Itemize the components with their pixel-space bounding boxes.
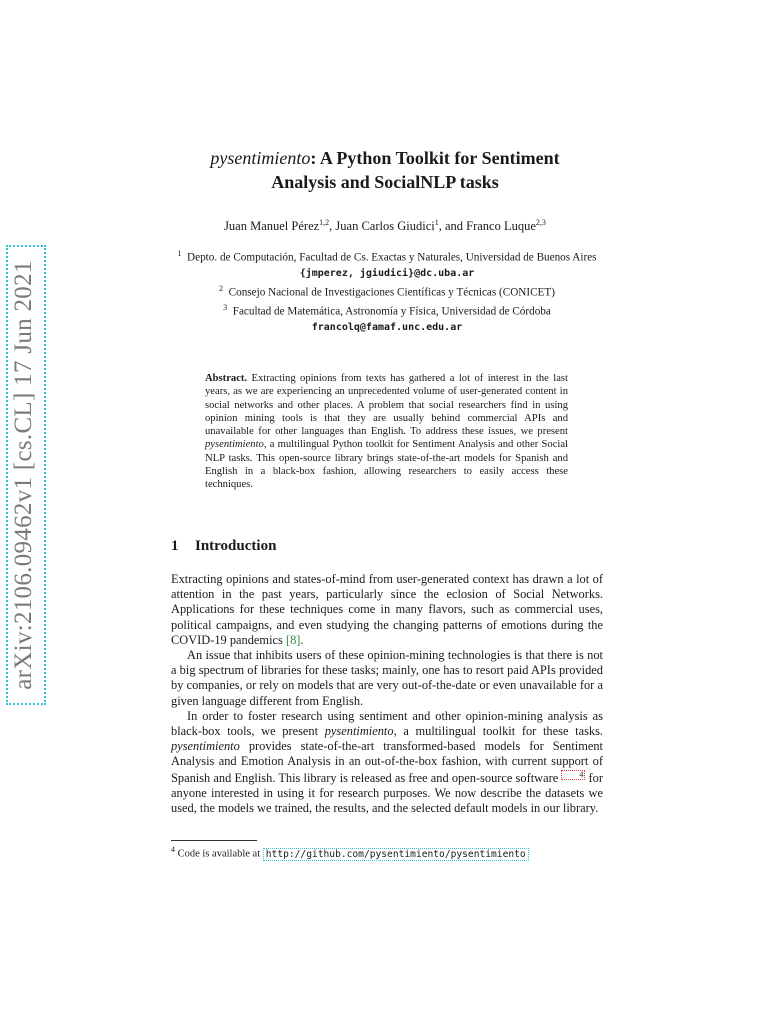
paragraph-3-part-a: In order to foster research using sentiment and other opinion-mining analysis as black-box tools, we present [171, 708, 603, 739]
paragraph-3-package-1: pysentimiento [324, 724, 394, 739]
paragraph-3-part-c: provides state-of-the-art transformed-based models for Sentiment Analysis and Emotion Analysis in an out-of-the-box fashion, with current support of Spanish and English. This library is released as free and open-source software [171, 739, 603, 785]
footnote-text: Code is available at [175, 848, 263, 860]
affiliation-1-email: {jmperez, jgiudici}@dc.uba.ar [299, 267, 475, 279]
paragraph-3-package-2: pysentimiento [171, 739, 240, 754]
citation-link[interactable]: 8 [290, 632, 297, 647]
affiliation-1-num: 1 [177, 249, 182, 258]
abstract-text-2: , a multilingual Python toolkit for Sentiment Analysis and other Social NLP tasks. This open-source library brings state-of-the-art models for Spanish and English in a black-box fashion, allowing researchers to easily access these techniques. [205, 439, 568, 491]
author-3: , and Franco Luque [438, 219, 536, 234]
footnote-number: 4 [171, 845, 175, 854]
affiliation-2-num: 2 [219, 283, 224, 293]
affiliation-2 [172, 281, 602, 301]
section-title: Introduction [195, 538, 277, 554]
author-2: , Juan Carlos Giudici [329, 219, 435, 234]
affiliation-3 [172, 300, 602, 320]
paragraph-1 [171, 572, 603, 648]
author-2-sup: 1 [434, 218, 439, 227]
abstract-package-name: pysentimiento [205, 439, 264, 451]
paragraph-3 [171, 709, 603, 817]
section-heading-introduction [171, 538, 276, 555]
author-1: Juan Manuel Pérez [224, 219, 320, 234]
section-number: 1 [171, 538, 179, 554]
abstract [205, 372, 568, 492]
author-list [150, 218, 620, 234]
citation-bracket-open: [ [285, 632, 291, 647]
affiliation-3-email: francolq@famaf.unc.edu.ar [311, 322, 463, 334]
paragraph-2: An issue that inhibits users of these opinion-mining technologies is that there is not a big spectrum of libraries for these tasks; mainly, one has to resort paid APIs provided by companies, or rely on models that are very out-of-the-date or even unavailable for a given language different from English. [171, 648, 603, 708]
footnote-rule [171, 840, 257, 841]
author-1-sup: 1,2 [319, 218, 330, 227]
title-line2: Analysis and SocialNLP tasks [271, 172, 499, 192]
arxiv-id-text: arXiv:2106.09462v1 [cs.CL] 17 Jun 2021 [10, 260, 37, 690]
affiliation-2-text: Consejo Nacional de Investigaciones Científicas y Técnicas (CONICET) [228, 286, 555, 299]
title-line1: : A Python Toolkit for Sentiment [310, 148, 560, 168]
paragraph-3-part-d: for anyone interested in using it for research purposes. We now describe the datasets we used, the models we trained, the results, and the selected default models in our library. [171, 770, 603, 816]
paragraph-3-part-b: , a multilingual toolkit for these tasks. [393, 724, 604, 739]
abstract-text-1: Extracting opinions from texts has gathered a lot of interest in the last years, as we are experiencing an unprecedented volume of user-generated content in social networks and other places. A problem that social researchers find in using opinion mining tools is that they are usually behind commercial APIs and unavailable for other languages than English. To address these issues, we present [205, 373, 568, 438]
citation-bracket-close: ] [296, 632, 301, 647]
paragraph-1-end: . [300, 632, 304, 647]
affiliation-3-text: Facultad de Matemática, Astronomía y Física, Universidad de Córdoba [232, 306, 551, 319]
affiliations [172, 246, 602, 335]
paragraph-1-text: Extracting opinions and states-of-mind from user-generated context has drawn a lot of attention in the past years, particularly since the eclosion of Social Networks. Applications for these techniques come in many flavors, such as commercial uses, political campaigns, and even studying the changing patterns of emotions during the COVID-19 pandemics [171, 572, 603, 647]
footnote-url-link[interactable]: http://github.com/pysentimiento/pysentimiento [263, 848, 529, 861]
affiliation-3-num: 3 [223, 303, 228, 313]
footnote [171, 845, 611, 860]
affiliation-1-text: Depto. de Computación, Facultad de Cs. Exactas y Naturales, Universidad de Buenos Aires [187, 251, 597, 264]
footnote-link[interactable]: 4 [561, 770, 585, 780]
paper-title [150, 146, 620, 194]
introduction-body [171, 572, 603, 816]
author-3-sup: 2,3 [535, 218, 546, 227]
abstract-label: Abstract. [205, 373, 248, 384]
title-package-name: pysentimiento [210, 148, 311, 168]
affiliation-1 [172, 246, 602, 266]
